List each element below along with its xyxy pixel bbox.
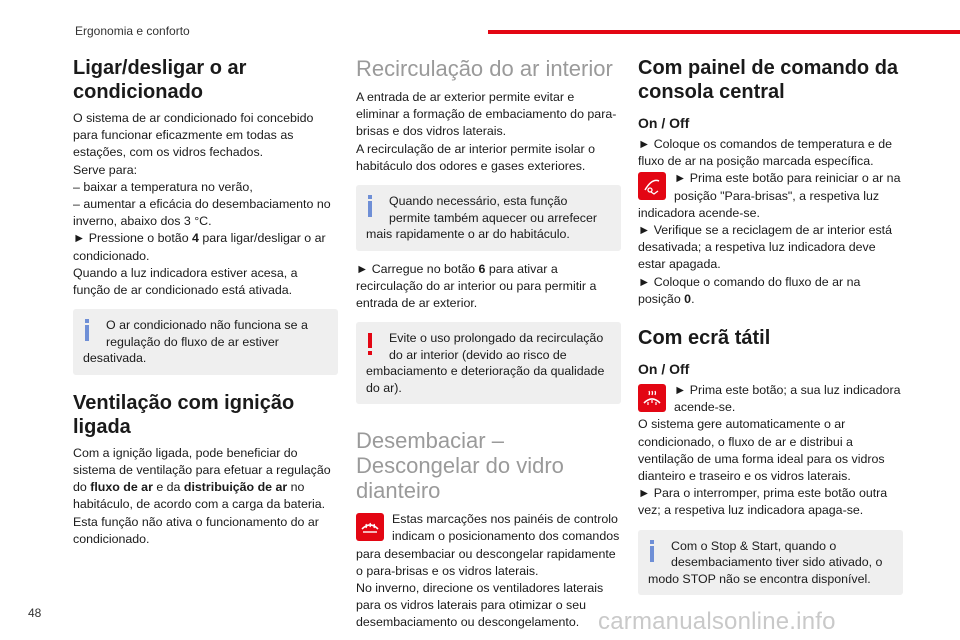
touchscreen-button-block: [638, 382, 903, 416]
list-item: – baixar a temperatura no verão,: [73, 179, 253, 194]
paragraph: No inverno, direcione os ventiladores laterais para os vidros laterais para otimizar o seu desembaciamento ou descongelamento.: [356, 580, 604, 630]
subheading-on-off: On / Off: [638, 115, 690, 131]
text-run: no habitáculo, de acordo com a carga da bateria.: [73, 480, 326, 512]
info-icon: [85, 320, 95, 341]
button-number: 6: [478, 261, 486, 276]
subheading-on-off: On / Off: [638, 361, 690, 378]
column-left: [73, 56, 338, 548]
instruction: ► Para o interromper, prima este botão outra vez; a respetiva luz indicadora apaga-se.: [638, 486, 888, 518]
info-icon: [368, 196, 378, 217]
info-note: [73, 309, 338, 375]
warning-icon: [368, 333, 378, 348]
list-item: – aumentar a eficácia do desembaciamento no inverno, abaixo dos 3 °C.: [73, 197, 331, 229]
column-middle: [356, 56, 621, 632]
paragraph: Quando a luz indicadora estiver acesa, a função de ar condicionado está ativada.: [73, 265, 298, 298]
heading-recirculation: Recirculação do ar interior: [356, 56, 613, 81]
info-note: [638, 530, 903, 596]
instruction: ► Prima este botão; a sua luz indicadora acende-se.: [674, 383, 901, 415]
header-accent-bar: [488, 30, 960, 34]
watermark: carmanualsonline.info: [598, 608, 836, 635]
running-header: Ergonomia e conforto: [75, 24, 190, 38]
instruction: ► Coloque os comandos de temperatura e de fluxo de ar na posição marcada específica.: [638, 137, 893, 169]
defrost-block: [356, 511, 621, 580]
paragraph: O sistema gere automaticamente o ar condicionado, o fluxo de ar e distribui a ventilação de uma forma ideal para os vidros dianteiro e traseiro e os vidros laterais.: [638, 417, 885, 484]
defrost-max-icon: [638, 384, 666, 412]
paragraph: A recirculação de ar interior permite isolar o habitáculo dos odores e gases exteriores.: [356, 141, 595, 173]
bold-term: distribuição de ar: [183, 480, 288, 495]
info-note: [356, 185, 621, 251]
instruction: ► Verifique se a reciclagem de ar interior está desativada; a respetiva luz indicadora deve estar apagada.: [638, 223, 893, 272]
button-number: 4: [192, 231, 199, 246]
column-right: [638, 56, 903, 605]
windscreen-airflow-icon: [638, 172, 666, 200]
position-number: 0: [684, 291, 692, 306]
heading-central-console: Com painel de comando da consola central: [638, 57, 899, 103]
paragraph: [73, 445, 338, 514]
instruction: [73, 230, 338, 264]
text-run: ► Pressione o botão: [73, 231, 193, 246]
text-run: ► Coloque o comando do fluxo de ar na posição: [638, 274, 861, 306]
info-icon: [650, 541, 660, 562]
warning-text: Evite o uso prolongado da recirculação do ar interior (devido ao risco de embaciamento e deterioração da qualidade do ar).: [366, 331, 605, 395]
text-run: para ativar a recirculação do ar interior ou para permitir a entrada de ar exterior.: [356, 261, 597, 310]
instruction: ► Prima este botão para reiniciar o ar na posição "Para-brisas", a respetiva luz indicadora acende-se.: [638, 171, 901, 220]
paragraph: Serve para:: [73, 162, 138, 177]
paragraph: A entrada de ar exterior permite evitar e eliminar a formação de embaciamento do para-brisas e dos vidros laterais.: [356, 90, 617, 139]
front-defrost-icon: [356, 513, 384, 541]
warning-note: [356, 322, 621, 404]
windscreen-button-block: [638, 170, 903, 222]
text-run: Com a ignição ligada, pode beneficiar do sistema de ventilação para efetuar a regulação do: [73, 445, 331, 495]
text-run: e da: [152, 480, 184, 495]
page-number: 48: [28, 606, 42, 620]
heading-ventilation: Ventilação com ignição ligada: [73, 391, 295, 438]
heading-ac-on-off: Ligar/desligar o ar condicionado: [73, 57, 247, 103]
heading-touchscreen: Com ecrã tátil: [638, 327, 771, 350]
paragraph: O sistema de ar condicionado foi concebido para funcionar eficazmente em todas as estações, com os vidros fechados.: [73, 111, 314, 160]
text-run: ► Carregue no botão: [356, 261, 479, 276]
note-text: O ar condicionado não funciona se a regulação do fluxo de ar estiver desativada.: [83, 318, 308, 366]
text-run: para ligar/desligar o ar condicionado.: [73, 231, 326, 263]
text-run: .: [691, 291, 695, 306]
bold-term: fluxo de ar: [90, 480, 153, 495]
paragraph: Estas marcações nos painéis de controlo indicam o posicionamento dos comandos para desembaciar ou descongelar rapidamente o para-brisas e os vidros laterais.: [356, 512, 620, 578]
note-text: Quando necessário, esta função permite também aquecer ou arrefecer mais rapidamente o ar do habitáculo.: [366, 194, 597, 242]
instruction: [356, 261, 621, 313]
heading-defrost: Desembaciar – Descongelar do vidro dianteiro: [356, 428, 564, 504]
note-text: Com o Stop & Start, quando o desembaciamento tiver sido ativado, o modo STOP não se encontra disponível.: [648, 538, 883, 586]
instruction: [638, 274, 903, 308]
paragraph: Esta função não ativa o funcionamento do ar condicionado.: [73, 514, 319, 546]
